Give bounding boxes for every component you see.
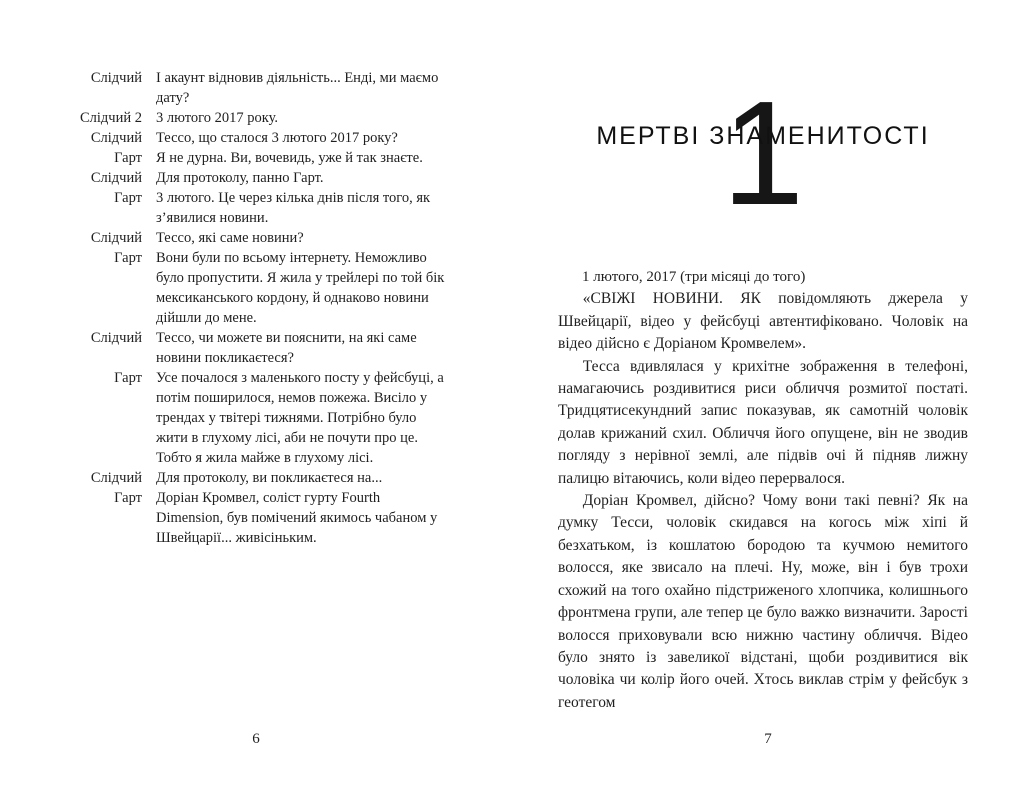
chapter-title: МЕРТВІ ЗНАМЕНИТОСТІ — [596, 122, 930, 150]
dialogue-row — [52, 368, 450, 468]
dialogue-row — [52, 108, 450, 128]
dialogue-speaker: Гарт — [114, 190, 142, 206]
dialogue-row — [52, 128, 450, 148]
dialogue-speaker: Гарт — [114, 490, 142, 506]
page-right — [512, 0, 1024, 788]
dialogue-text: Тессо, чи можете ви пояснити, на які саме новини покликаєтеся? — [156, 330, 417, 366]
dialogue-speaker: Гарт — [114, 250, 142, 266]
dialogue-text: Для протоколу, панно Гарт. — [156, 170, 324, 186]
dialogue-text: І акаунт відновив діяльність... Енді, ми маємо дату? — [156, 70, 439, 106]
body-paragraph: Доріан Кромвел, дійсно? Чому вони такі певні? Як на думку Тесси, чоловік скидався на когось між хіпі й безхатьком, із кошлатою бородою та кучмою немитого волосся, яке звисало на плечі. Ну, може, він і був трохи схожий на того охайно підстриженого хлопчика, колишнього фронтмена групи, але тепер це було важко визначити. Зарості волосся приховували всю нижню частину обличчя. Відео було знято із завеликої відстані, щоби роздивитися вік чоловіка чи колір його очей. Хтось виклав стрім у фейсбук з геотегом — [558, 492, 968, 711]
dialogue-row — [52, 488, 450, 548]
dialogue-text: Для протоколу, ви покликаєтеся на... — [156, 470, 383, 486]
dialogue-row — [52, 68, 450, 108]
page-number-right: 7 — [764, 731, 772, 747]
page-number-left: 6 — [252, 731, 260, 747]
dialogue-text: Доріан Кромвел, соліст гурту Fourth Dimension, був помічений якимось чабаном у Швейцарії... живісіньким. — [156, 490, 438, 546]
dialogue-speaker: Гарт — [114, 370, 142, 386]
dialogue-speaker: Гарт — [114, 150, 142, 166]
dialogue-text: 3 лютого 2017 року. — [156, 110, 278, 126]
dialogue-row — [52, 188, 450, 228]
dialogue-row — [52, 468, 450, 488]
dialogue-speaker: Слідчий — [90, 330, 142, 346]
dialogue-transcript — [52, 68, 450, 548]
dialogue-speaker: Слідчий — [90, 130, 142, 146]
dialogue-speaker: Слідчий — [90, 170, 142, 186]
body-paragraph: Тесса вдивлялася у крихітне зображення в телефоні, намагаючись роздивитися риси обличчя розмитої постаті. Тридцятисекундний запис показував, як самотній чоловік долав крижаний схил. Обличчя його опущене, він не зводив погляду з нерівної землі, але підвів очі й підняв лижну палицю вітаючись, коли відео перервалося. — [558, 357, 968, 487]
dialogue-text: Тессо, що сталося 3 лютого 2017 року? — [156, 130, 398, 146]
date-line: 1 лютого, 2017 (три місяці до того) — [582, 269, 806, 285]
dialogue-row — [52, 248, 450, 328]
dialogue-speaker: Слідчий — [90, 70, 142, 86]
body-paragraph: «СВІЖІ НОВИНИ. ЯК повідомляють джерела у Швейцарії, відео у фейсбуці автентифіковано. Чоловік на відео дійсно є Доріаном Кромвелем». — [558, 290, 968, 353]
chapter-number: 1 — [721, 71, 805, 236]
dialogue-speaker: Слідчий 2 — [79, 110, 142, 126]
dialogue-text: Усе почалося з маленького посту у фейсбуці, а потім поширилося, немов пожежа. Висіло у трендах у твітері тижнями. Потрібно було жити в глухому лісі, аби не почути про це. Тобто я жила майже в глухому лісі. — [156, 370, 444, 466]
dialogue-text: Я не дурна. Ви, вочевидь, уже й так знаєте. — [156, 150, 423, 166]
dialogue-text: Тессо, які саме новини? — [156, 230, 304, 246]
dialogue-text: Вони були по всьому інтернету. Неможливо було пропустити. Я жила у трейлері по той бік мексиканського кордону, й однаково новини дійшли до мене. — [156, 250, 445, 326]
chapter-body — [558, 266, 968, 714]
chapter-heading — [558, 62, 968, 236]
dialogue-speaker: Слідчий — [90, 470, 142, 486]
dialogue-row — [52, 328, 450, 368]
dialogue-row — [52, 148, 450, 168]
dialogue-row — [52, 168, 450, 188]
dialogue-row — [52, 228, 450, 248]
dialogue-text: 3 лютого. Це через кілька днів після того, як з’явилися новини. — [156, 190, 431, 226]
dialogue-speaker: Слідчий — [90, 230, 142, 246]
